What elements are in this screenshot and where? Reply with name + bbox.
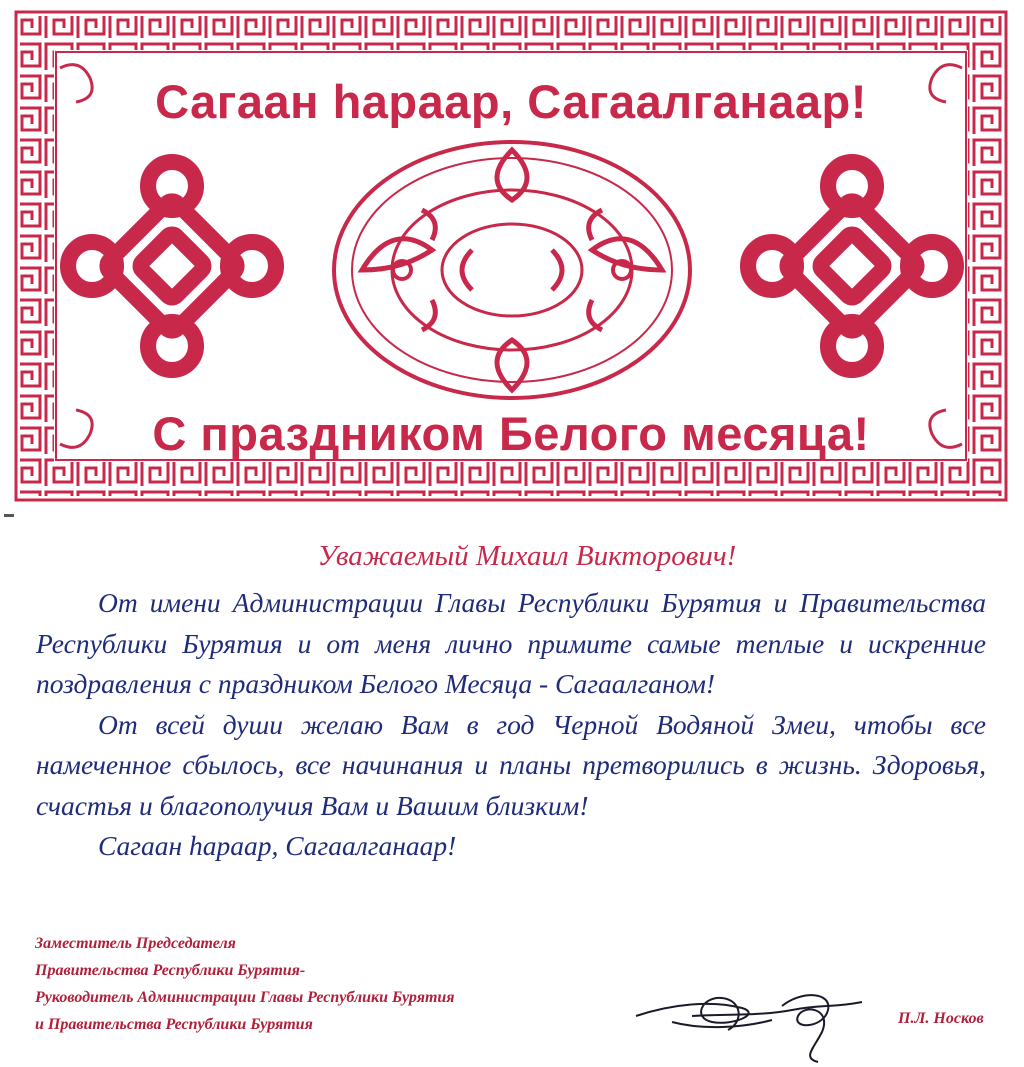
title-line: и Правительства Республики Бурятия	[35, 1016, 313, 1033]
left-knot-ornament	[68, 162, 276, 370]
paragraph: От имени Администрации Главы Республики Бурятия и Правительства Республики Бурятия и от меня лично примите самые теплые и искренние поздравления с праздником Белого Месяца - Сагаалганом!	[36, 587, 986, 699]
card-headline-buryat: Сагаан һараар, Сагаалганаар!	[155, 75, 867, 128]
letter-paragraphs	[0, 583, 1024, 826]
title-line: Правительства Республики Бурятия-	[35, 962, 306, 979]
scan-edge-mark	[4, 514, 14, 517]
card-headline-russian: С праздником Белого месяца!	[152, 407, 870, 460]
handwritten-signature	[632, 986, 872, 1066]
paragraph: От всей души желаю Вам в год Черной Водяной Змеи, чтобы все намеченное сбылось, все начинания и планы претворились в жизнь. Здоровья, счастья и благополучия Вам и Вашим близким!	[36, 708, 986, 821]
salutation: Уважаемый Михаил Викторович!	[317, 540, 737, 572]
signer-name: П.Л. Носков	[898, 1010, 984, 1027]
signatory-title	[35, 930, 455, 1038]
center-medallion-ornament	[334, 142, 690, 398]
greeting-card-banner	[12, 8, 1010, 504]
closing-line: Сагаан һараар, Сагаалганаар!	[98, 830, 457, 861]
title-line: Руководитель Администрации Главы Республики Бурятия	[35, 989, 455, 1006]
right-knot-ornament	[748, 162, 956, 370]
title-line: Заместитель Председателя	[35, 935, 236, 952]
letter-body	[0, 540, 1024, 867]
